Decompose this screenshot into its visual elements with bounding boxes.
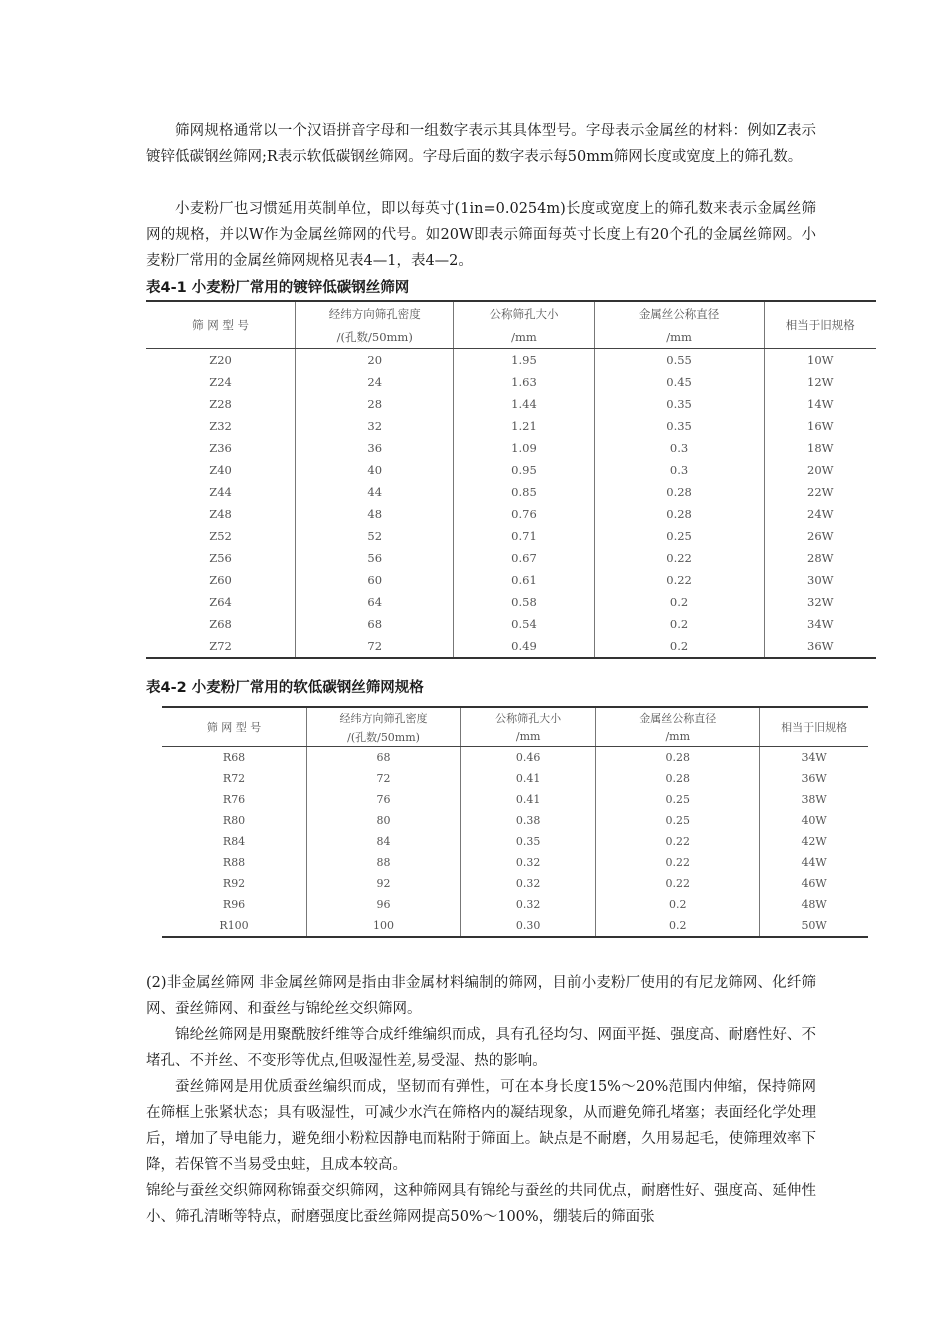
cell-model: R100 <box>162 915 307 937</box>
cell-density: 84 <box>307 831 461 852</box>
cell-wire-diameter: 0.45 <box>594 371 764 393</box>
cell-old-spec: 16W <box>764 415 876 437</box>
table-row <box>146 525 876 547</box>
cell-density: 40 <box>296 459 454 481</box>
table-1-caption: 表4-1 小麦粉厂常用的镀锌低碳钢丝筛网 <box>146 280 410 296</box>
cell-old-spec: 28W <box>764 547 876 569</box>
cell-model: Z72 <box>146 635 296 658</box>
cell-wire-diameter: 0.22 <box>594 569 764 591</box>
table-row <box>162 747 868 769</box>
table-row <box>146 371 876 393</box>
cell-wire-diameter: 0.22 <box>596 873 760 894</box>
cell-wire-diameter: 0.2 <box>594 635 764 658</box>
cell-model: Z44 <box>209 485 232 499</box>
cell-aperture: 0.49 <box>454 635 594 658</box>
header-wire-unit: /mm <box>594 325 764 349</box>
cell-old-spec: 18W <box>764 437 876 459</box>
cell-wire-diameter: 0.28 <box>594 481 764 503</box>
cell-density: 68 <box>296 613 454 635</box>
table-galvanized-mesh <box>146 300 876 659</box>
header-old-spec: 相当于旧规格 <box>760 707 868 747</box>
cell-old-spec: 44W <box>760 852 868 873</box>
header-model: 筛 网 型 号 <box>162 707 307 747</box>
header-aperture: 公称筛孔大小 <box>460 707 595 727</box>
cell-old-spec: 12W <box>764 371 876 393</box>
cell-density: 68 <box>307 747 461 769</box>
table-row <box>162 789 868 810</box>
cell-model: R96 <box>222 898 246 911</box>
cell-old-spec: 10W <box>764 349 876 372</box>
cell-old-spec: 30W <box>764 569 876 591</box>
table-row <box>162 894 868 915</box>
cell-wire-diameter: 0.2 <box>596 915 760 937</box>
table-row <box>146 503 876 525</box>
table-row <box>162 810 868 831</box>
cell-density: 20 <box>296 349 454 372</box>
paragraph-nylon-mesh: 锦纶丝筛网是用聚酰胺纤维等合成纤维编织而成，具有孔径均匀、网面平挺、强度高、耐磨性好、不堵孔、不并丝、不变形等优点,但吸湿性差,易受湿、热的影响。 <box>146 1027 816 1069</box>
table-soft-steel-mesh <box>162 706 868 938</box>
cell-density: 28 <box>296 393 454 415</box>
cell-wire-diameter: 0.25 <box>596 810 760 831</box>
cell-aperture: 0.35 <box>460 831 595 852</box>
cell-old-spec: 42W <box>760 831 868 852</box>
header-aperture-unit: /mm <box>460 727 595 747</box>
header-model: 筛 网 型 号 <box>146 301 296 349</box>
paragraph-silk-mesh: 蚕丝筛网是用优质蚕丝编织而成，坚韧而有弹性，可在本身长度15%～20%范围内伸缩，保持筛网在筛框上张紧状态；具有吸湿性，可减少水汽在筛格内的凝结现象，从而避免筛孔堵塞；表面经化学处理后，增加了导电能力，避免细小粉粒因静电而粘附于筛面上。缺点是不耐磨，久用易起毛，使筛理效率下降，若保管不当易受虫蛀，且成本较高。 <box>146 1079 816 1173</box>
cell-wire-diameter: 0.22 <box>594 547 764 569</box>
cell-density: 76 <box>307 789 461 810</box>
table-row <box>146 569 876 591</box>
cell-aperture: 0.32 <box>460 852 595 873</box>
cell-density: 44 <box>296 481 454 503</box>
cell-old-spec: 32W <box>764 591 876 613</box>
cell-aperture: 0.54 <box>454 613 594 635</box>
cell-aperture: 0.95 <box>454 459 594 481</box>
table-row <box>162 768 868 789</box>
cell-model: Z64 <box>209 595 232 609</box>
table-row <box>146 481 876 503</box>
header-wire-diameter: 金属丝公称直径 <box>594 301 764 325</box>
cell-model: Z56 <box>209 551 232 565</box>
cell-wire-diameter: 0.28 <box>594 503 764 525</box>
cell-wire-diameter: 0.22 <box>596 852 760 873</box>
cell-aperture: 0.76 <box>454 503 594 525</box>
cell-model: Z28 <box>209 397 232 411</box>
paragraph-imperial-units: 小麦粉厂也习惯延用英制单位，即以每英寸(1in=0.0254m)长度或宽度上的筛孔数来表示金属丝筛网的规格，并以W作为金属丝筛网的代号。如20W即表示筛面每英寸长度上有20个孔的金属丝筛网。小麦粉厂常用的金属丝筛网规格见表4—1，表4—2。 <box>146 201 816 269</box>
cell-aperture: 0.32 <box>460 894 595 915</box>
table-row <box>146 459 876 481</box>
cell-density: 80 <box>307 810 461 831</box>
cell-density: 52 <box>296 525 454 547</box>
cell-aperture: 0.58 <box>454 591 594 613</box>
cell-aperture: 0.85 <box>454 481 594 503</box>
cell-model: Z52 <box>209 529 232 543</box>
cell-density: 72 <box>307 768 461 789</box>
table-row <box>146 437 876 459</box>
cell-density: 60 <box>296 569 454 591</box>
cell-model: Z40 <box>209 463 232 477</box>
cell-aperture: 1.21 <box>454 415 594 437</box>
cell-model: Z20 <box>209 353 232 367</box>
table-row <box>162 873 868 894</box>
cell-old-spec: 20W <box>764 459 876 481</box>
cell-wire-diameter: 0.2 <box>594 613 764 635</box>
cell-aperture: 0.61 <box>454 569 594 591</box>
cell-old-spec: 34W <box>760 747 868 769</box>
table-row <box>146 613 876 635</box>
cell-old-spec: 50W <box>760 915 868 937</box>
cell-model: Z68 <box>209 617 232 631</box>
cell-aperture: 0.67 <box>454 547 594 569</box>
table-row <box>146 591 876 613</box>
header-wire-diameter: 金属丝公称直径 <box>596 707 760 727</box>
cell-density: 32 <box>296 415 454 437</box>
cell-aperture: 1.63 <box>454 371 594 393</box>
paragraph-blend-mesh: 锦纶与蚕丝交织筛网称锦蚕交织筛网，这种筛网具有锦纶与蚕丝的共同优点，耐磨性好、强度高、延伸性小、筛孔清晰等特点，耐磨强度比蚕丝筛网提高50%～100%，绷装后的筛面张 <box>146 1183 816 1225</box>
table-row <box>146 415 876 437</box>
table-row <box>162 915 868 937</box>
cell-aperture: 1.44 <box>454 393 594 415</box>
cell-aperture: 0.38 <box>460 810 595 831</box>
header-density-unit: /(孔数/50mm) <box>296 325 454 349</box>
table-row <box>146 349 876 372</box>
cell-wire-diameter: 0.35 <box>594 393 764 415</box>
cell-old-spec: 26W <box>764 525 876 547</box>
cell-old-spec: 34W <box>764 613 876 635</box>
paragraph-nonmetal-mesh: (2)非金属丝筛网 非金属丝筛网是指由非金属材料编制的筛网，目前小麦粉厂使用的有尼龙筛网、化纤筛网、蚕丝筛网、和蚕丝与锦纶丝交织筛网。 <box>146 975 816 1017</box>
cell-density: 64 <box>296 591 454 613</box>
cell-wire-diameter: 0.2 <box>594 591 764 613</box>
cell-density: 88 <box>307 852 461 873</box>
cell-aperture: 0.46 <box>460 747 595 769</box>
cell-model: R72 <box>222 772 246 785</box>
cell-density: 24 <box>296 371 454 393</box>
header-aperture: 公称筛孔大小 <box>454 301 594 325</box>
cell-model: R76 <box>222 793 246 806</box>
table-row <box>162 852 868 873</box>
cell-model: Z36 <box>209 441 232 455</box>
cell-model: Z24 <box>209 375 232 389</box>
cell-wire-diameter: 0.22 <box>596 831 760 852</box>
cell-model: Z60 <box>209 573 232 587</box>
cell-old-spec: 38W <box>760 789 868 810</box>
header-old-spec: 相当于旧规格 <box>764 301 876 349</box>
cell-density: 100 <box>307 915 461 937</box>
table-row <box>146 547 876 569</box>
header-wire-unit: /mm <box>596 727 760 747</box>
table-1-body <box>146 349 876 659</box>
cell-wire-diameter: 0.2 <box>596 894 760 915</box>
cell-wire-diameter: 0.35 <box>594 415 764 437</box>
cell-old-spec: 22W <box>764 481 876 503</box>
table-row <box>146 635 876 658</box>
cell-model: R80 <box>222 814 246 827</box>
cell-model: R88 <box>222 856 246 869</box>
cell-old-spec: 46W <box>760 873 868 894</box>
paragraph-mesh-spec: 筛网规格通常以一个汉语拼音字母和一组数字表示其具体型号。字母表示金属丝的材料：例如Z表示镀锌低碳钢丝筛网;R表示软低碳钢丝筛网。字母后面的数字表示每50mm筛网长度或宽度上的筛孔数。 <box>146 123 816 165</box>
cell-aperture: 0.41 <box>460 789 595 810</box>
cell-density: 72 <box>296 635 454 658</box>
cell-old-spec: 48W <box>760 894 868 915</box>
cell-wire-diameter: 0.3 <box>594 459 764 481</box>
cell-aperture: 0.30 <box>460 915 595 937</box>
cell-density: 36 <box>296 437 454 459</box>
header-aperture-unit: /mm <box>454 325 594 349</box>
table-row <box>162 831 868 852</box>
header-density: 经纬方向筛孔密度 <box>307 707 461 727</box>
cell-aperture: 0.32 <box>460 873 595 894</box>
table-2-body <box>162 747 868 938</box>
cell-old-spec: 36W <box>764 635 876 658</box>
cell-aperture: 0.71 <box>454 525 594 547</box>
cell-wire-diameter: 0.28 <box>596 768 760 789</box>
cell-density: 56 <box>296 547 454 569</box>
cell-aperture: 0.41 <box>460 768 595 789</box>
cell-model: R92 <box>222 877 246 890</box>
cell-old-spec: 36W <box>760 768 868 789</box>
cell-wire-diameter: 0.28 <box>596 747 760 769</box>
cell-model: Z32 <box>209 419 232 433</box>
cell-wire-diameter: 0.25 <box>596 789 760 810</box>
cell-aperture: 1.09 <box>454 437 594 459</box>
header-density-unit: /(孔数/50mm) <box>307 727 461 747</box>
cell-old-spec: 40W <box>760 810 868 831</box>
cell-wire-diameter: 0.3 <box>594 437 764 459</box>
cell-model: R68 <box>222 751 246 764</box>
cell-old-spec: 14W <box>764 393 876 415</box>
table-2-caption: 表4-2 小麦粉厂常用的软低碳钢丝筛网规格 <box>146 680 424 696</box>
cell-model: Z48 <box>209 507 232 521</box>
cell-model: R84 <box>222 835 246 848</box>
cell-density: 92 <box>307 873 461 894</box>
cell-wire-diameter: 0.25 <box>594 525 764 547</box>
cell-density: 48 <box>296 503 454 525</box>
cell-old-spec: 24W <box>764 503 876 525</box>
cell-density: 96 <box>307 894 461 915</box>
table-row <box>146 393 876 415</box>
cell-wire-diameter: 0.55 <box>594 349 764 372</box>
header-density: 经纬方向筛孔密度 <box>296 301 454 325</box>
cell-aperture: 1.95 <box>454 349 594 372</box>
